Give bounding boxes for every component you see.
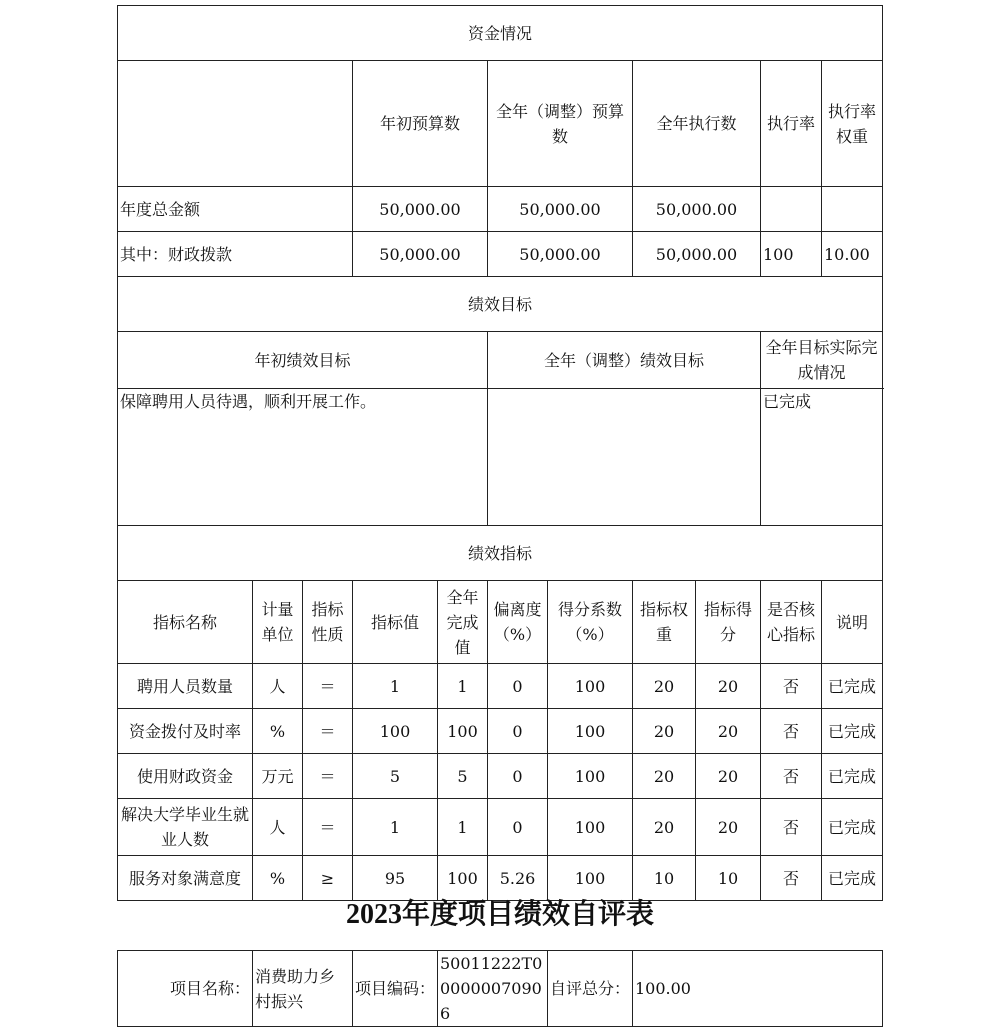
project-name-label: 项目名称： xyxy=(118,951,253,1027)
indicator-header-coef: 得分系数（%） xyxy=(548,581,633,664)
indicator-actual: 1 xyxy=(438,799,488,856)
indicator-unit: % xyxy=(253,709,303,754)
funds-row-execution: 50,000.00 xyxy=(633,187,761,232)
indicator-nature: ＝ xyxy=(303,709,353,754)
indicator-weight: 20 xyxy=(633,664,696,709)
project-code-value: 50011222T000000070906 xyxy=(438,951,548,1027)
goals-initial-text: 保障聘用人员待遇，顺利开展工作。 xyxy=(118,389,488,526)
funds-row-weight xyxy=(822,187,883,232)
goals-actual-header: 全年目标实际完成情况 xyxy=(761,332,883,389)
indicator-nature: ≥ xyxy=(303,856,353,901)
indicator-actual: 5 xyxy=(438,754,488,799)
form-title: 2023年度项目绩效自评表 xyxy=(345,899,654,930)
indicator-note: 已完成 xyxy=(822,856,883,901)
funds-row-weight: 10.00 xyxy=(822,232,883,277)
indicator-nature: ＝ xyxy=(303,664,353,709)
goals-actual-text: 已完成 xyxy=(761,389,883,526)
indicator-deviation: 5.26 xyxy=(488,856,548,901)
indicator-nature: ＝ xyxy=(303,799,353,856)
funds-row-label: 其中：财政拨款 xyxy=(118,232,353,277)
indicator-header-deviation: 偏离度（%） xyxy=(488,581,548,664)
indicator-note: 已完成 xyxy=(822,754,883,799)
indicator-row xyxy=(118,754,883,799)
self-score-label: 自评总分： xyxy=(548,951,633,1027)
indicator-value: 100 xyxy=(353,709,438,754)
indicator-weight: 20 xyxy=(633,754,696,799)
indicator-actual: 100 xyxy=(438,856,488,901)
indicator-nature: ＝ xyxy=(303,754,353,799)
project-info-table xyxy=(117,950,883,1027)
indicator-coef: 100 xyxy=(548,664,633,709)
funds-header-execution: 全年执行数 xyxy=(633,61,761,187)
indicator-header-nature: 指标性质 xyxy=(303,581,353,664)
goals-section-title: 绩效目标 xyxy=(118,277,883,332)
indicator-unit: 人 xyxy=(253,799,303,856)
indicator-value: 95 xyxy=(353,856,438,901)
indicator-name: 服务对象满意度 xyxy=(118,856,253,901)
indicator-name: 资金拨付及时率 xyxy=(118,709,253,754)
indicator-core: 否 xyxy=(761,856,822,901)
funds-row-adjusted: 50,000.00 xyxy=(488,187,633,232)
funds-header-adjusted: 全年（调整）预算数 xyxy=(488,61,633,187)
indicator-row xyxy=(118,709,883,754)
indicator-coef: 100 xyxy=(548,709,633,754)
indicator-header-name: 指标名称 xyxy=(118,581,253,664)
funds-header-blank xyxy=(118,61,353,187)
funds-row xyxy=(118,187,883,232)
project-code-label: 项目编码： xyxy=(353,951,438,1027)
indicator-header-value: 指标值 xyxy=(353,581,438,664)
goals-adjusted-header: 全年（调整）绩效目标 xyxy=(488,332,761,389)
indicator-weight: 10 xyxy=(633,856,696,901)
indicator-row xyxy=(118,799,883,856)
project-name-value: 消费助力乡村振兴 xyxy=(253,951,353,1027)
indicator-deviation: 0 xyxy=(488,709,548,754)
indicator-deviation: 0 xyxy=(488,754,548,799)
indicator-row xyxy=(118,664,883,709)
indicator-header-unit: 计量单位 xyxy=(253,581,303,664)
indicator-score: 20 xyxy=(696,754,761,799)
indicator-coef: 100 xyxy=(548,799,633,856)
indicator-name: 解决大学毕业生就业人数 xyxy=(118,799,253,856)
indicator-core: 否 xyxy=(761,709,822,754)
indicator-coef: 100 xyxy=(548,754,633,799)
indicator-unit: 万元 xyxy=(253,754,303,799)
indicator-deviation: 0 xyxy=(488,664,548,709)
goals-adjusted-text xyxy=(488,389,761,526)
funds-row-label: 年度总金额 xyxy=(118,187,353,232)
indicator-deviation: 0 xyxy=(488,799,548,856)
indicator-score: 20 xyxy=(696,709,761,754)
funds-row xyxy=(118,232,883,277)
funds-row-initial: 50,000.00 xyxy=(353,187,488,232)
indicator-score: 20 xyxy=(696,799,761,856)
indicators-header-row xyxy=(118,581,883,664)
indicator-header-core: 是否核心指标 xyxy=(761,581,822,664)
indicators-section-title: 绩效指标 xyxy=(118,526,883,581)
indicator-note: 已完成 xyxy=(822,664,883,709)
indicator-unit: 人 xyxy=(253,664,303,709)
goals-initial-header: 年初绩效目标 xyxy=(118,332,488,389)
indicator-actual: 100 xyxy=(438,709,488,754)
indicator-core: 否 xyxy=(761,799,822,856)
indicator-score: 20 xyxy=(696,664,761,709)
indicator-header-note: 说明 xyxy=(822,581,883,664)
indicator-core: 否 xyxy=(761,664,822,709)
indicator-value: 1 xyxy=(353,664,438,709)
funds-row-rate xyxy=(761,187,822,232)
indicator-weight: 20 xyxy=(633,709,696,754)
funds-header-weight: 执行率权重 xyxy=(822,61,883,187)
indicator-note: 已完成 xyxy=(822,709,883,754)
indicator-score: 10 xyxy=(696,856,761,901)
indicator-header-weight: 指标权重 xyxy=(633,581,696,664)
indicator-core: 否 xyxy=(761,754,822,799)
funds-header-initial: 年初预算数 xyxy=(353,61,488,187)
funds-row-adjusted: 50,000.00 xyxy=(488,232,633,277)
indicator-unit: % xyxy=(253,856,303,901)
indicator-header-score: 指标得分 xyxy=(696,581,761,664)
self-score-value: 100.00 xyxy=(633,951,883,1027)
indicator-name: 聘用人员数量 xyxy=(118,664,253,709)
indicator-name: 使用财政资金 xyxy=(118,754,253,799)
indicator-coef: 100 xyxy=(548,856,633,901)
funds-header-rate: 执行率 xyxy=(761,61,822,187)
indicator-actual: 1 xyxy=(438,664,488,709)
funds-row-initial: 50,000.00 xyxy=(353,232,488,277)
indicator-note: 已完成 xyxy=(822,799,883,856)
funds-section-title: 资金情况 xyxy=(118,6,883,61)
performance-table xyxy=(117,5,883,901)
funds-row-rate: 100 xyxy=(761,232,822,277)
indicator-value: 5 xyxy=(353,754,438,799)
indicator-value: 1 xyxy=(353,799,438,856)
indicator-weight: 20 xyxy=(633,799,696,856)
funds-row-execution: 50,000.00 xyxy=(633,232,761,277)
indicator-header-actual: 全年完成值 xyxy=(438,581,488,664)
